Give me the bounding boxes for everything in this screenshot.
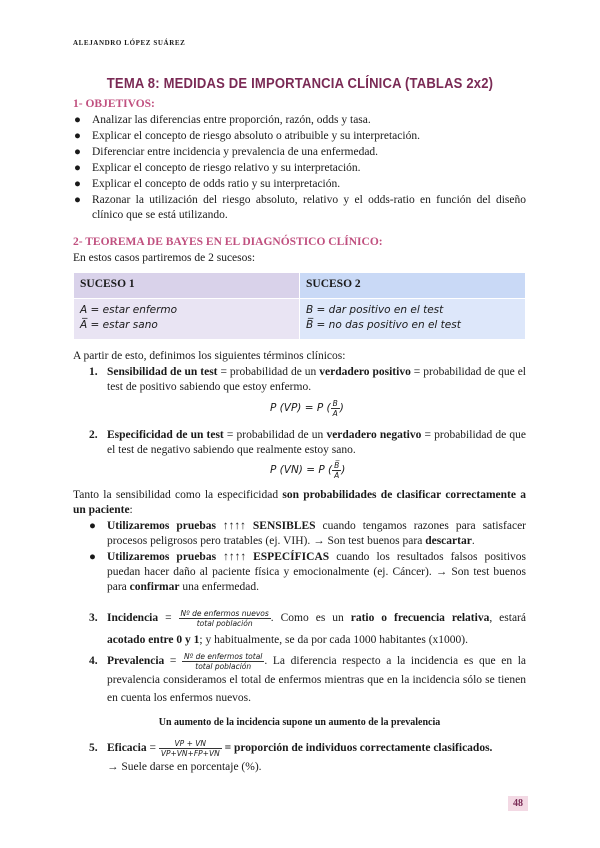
page-number: 48 <box>508 796 528 811</box>
formula-right: ) <box>339 402 344 415</box>
term: Prevalencia <box>107 655 165 668</box>
item-number: 4. <box>89 655 98 667</box>
table-cell-event1 <box>74 299 300 340</box>
text: . La diferencia respecto a la incidencia es que en la prevalencia consideramos el total de enfermos mientras que en la incidencia sólo se tienen en cuenta los enfermos nuevos. <box>107 655 526 704</box>
formula-left: P (VP) = P ( <box>270 402 331 415</box>
table-cell-event2 <box>300 299 526 340</box>
prevalence-definition <box>89 652 526 707</box>
text: = <box>146 742 159 754</box>
specific-tests-bullet: ● Utilizaremos pruebas ↑↑↑↑ ESPECÍFICAS cuando los resultados falsos positivos puedan hacer daño al paciente física y emocionalmente (ej. Cáncer). → Son test buenos para confirmar una enfermedad. <box>89 551 526 593</box>
formula-right: ) <box>341 464 346 477</box>
text: cuando tengamos razones para satisfacer procesos peligrosos pero tratables (ej. VIH). → Son test buenos para <box>107 520 527 547</box>
item-number: 2. <box>89 429 98 441</box>
incidence-definition <box>89 607 526 651</box>
author-header: ALEJANDRO LÓPEZ SUÁREZ <box>73 39 186 47</box>
term: Sensibilidad de un test <box>107 366 218 378</box>
text: cuando los resultados falsos positivos puedan hacer daño al paciente física y emocionalmente (ej. Cáncer). → Son test buenos para <box>107 551 526 593</box>
term: verdadero positivo <box>319 366 411 378</box>
sensitivity-formula <box>270 399 344 418</box>
list-item-text: Explicar el concepto de riesgo absoluto o atribuible y su interpretación. <box>92 130 420 142</box>
event-not-b-def: B̅ = no das positivo en el test <box>306 319 461 331</box>
text: : <box>129 504 133 516</box>
formula-numerator: VP + VN <box>159 739 222 749</box>
specificity-definition <box>89 428 526 458</box>
emphasis: = proporción de individuos correctamente clasificados. <box>221 742 493 754</box>
item-number: 5. <box>89 742 98 754</box>
term: verdadero negativo <box>326 429 422 441</box>
text: ; y habitualmente, se da por cada 1000 habitantes (x1000). <box>199 634 468 646</box>
formula-left: P (VN) = P ( <box>270 464 333 477</box>
formula-denominator: VP+VN+FP+VN <box>160 748 220 758</box>
formula-denominator: total población <box>196 618 253 628</box>
sensitive-tests-bullet: ● Utilizaremos pruebas ↑↑↑↑ SENSIBLES cuando tengamos razones para satisfacer procesos peligrosos pero tratables (ej. VIH). → Son test buenos para descartar. <box>89 520 527 547</box>
list-item: ● Explicar el concepto de riesgo absoluto o atribuible y su interpretación. <box>74 130 420 142</box>
prevalence-note: Un aumento de la incidencia supone un aumento de la prevalencia <box>158 717 441 728</box>
sensitivity-definition <box>89 365 526 395</box>
list-item: ● Diferenciar entre incidencia y prevalencia de una enfermedad. <box>74 146 379 158</box>
formula-denominator: A̅ <box>334 471 340 480</box>
intro-text: En estos casos partiremos de 2 sucesos: <box>73 252 256 264</box>
list-item: ● Explicar el concepto de riesgo relativo y su interpretación. <box>74 162 361 174</box>
definitions-intro: A partir de esto, definimos los siguientes términos clínicos: <box>73 350 346 362</box>
text: = <box>164 655 183 668</box>
table-header-event1: SUCESO 1 <box>74 273 300 299</box>
efficacy-note: → Suele darse en porcentaje (%). <box>107 761 262 773</box>
formula-numerator: Nº de enfermos nuevos <box>180 608 269 618</box>
text: . Como es un <box>270 612 351 624</box>
term: Incidencia <box>107 612 159 624</box>
efficacy-definition <box>89 738 526 758</box>
events-table <box>73 272 526 340</box>
formula-numerator: B <box>332 399 338 408</box>
list-item-text: Explicar el concepto de riesgo relativo y su interpretación. <box>92 162 361 174</box>
term: Especificidad de un test <box>107 429 224 441</box>
emphasis: descartar <box>425 535 472 547</box>
formula-denominator: A <box>332 409 338 418</box>
list-item: ● Analizar las diferencias entre proporción, razón, odds y tasa. <box>74 114 371 126</box>
text: = probabilidad de un <box>217 366 320 378</box>
list-item-text: Diferenciar entre incidencia y prevalencia de una enfermedad. <box>92 146 379 158</box>
text: . <box>471 535 475 547</box>
text: = probabilidad de que el test de negativo sabiendo que realmente estoy sano. <box>107 429 526 456</box>
emphasis: Utilizaremos pruebas ↑↑↑↑ SENSIBLES <box>107 520 316 532</box>
section-heading-objectives: 1- OBJETIVOS: <box>73 98 155 110</box>
text: = probabilidad de un <box>223 429 327 441</box>
text: = <box>158 612 179 624</box>
emphasis: ratio o frecuencia relativa <box>350 612 490 624</box>
event-not-a-def: A̅ = estar sano <box>80 319 158 331</box>
formula-numerator: B̅ <box>334 461 340 470</box>
term: Eficacia <box>107 742 147 754</box>
emphasis: son probabilidades de clasificar correctamente a un paciente <box>73 489 526 516</box>
text: Tanto la sensibilidad como la especificidad <box>73 489 283 501</box>
list-item-text: Analizar las diferencias entre proporción, razón, odds y tasa. <box>92 114 371 126</box>
emphasis: acotado entre 0 y 1 <box>107 634 200 646</box>
specificity-formula <box>270 461 345 480</box>
text: , estará <box>489 612 526 624</box>
item-number: 1. <box>89 366 98 378</box>
section-heading-bayes: 2- TEOREMA DE BAYES EN EL DIAGNÓSTICO CLÍNICO: <box>73 236 383 248</box>
event-a-def: A = estar enfermo <box>80 304 178 316</box>
text: = probabilidad de que el test de positivo sabiendo que estoy enfermo. <box>107 366 526 393</box>
table-header-event2: SUCESO 2 <box>300 273 526 299</box>
event-b-def: B = dar positivo en el test <box>306 304 444 316</box>
emphasis: Utilizaremos pruebas ↑↑↑↑ ESPECÍFICAS <box>107 551 330 563</box>
emphasis: confirmar <box>129 581 180 593</box>
list-item: ● Razonar la utilización del riesgo absoluto, relativo y el odds-ratio en función del diseño clínico que se está utilizando. <box>74 194 526 221</box>
list-item: ● Explicar el concepto de odds ratio y su interpretación. <box>74 178 341 190</box>
list-item-text: Explicar el concepto de odds ratio y su interpretación. <box>92 178 341 190</box>
item-number: 3. <box>89 612 98 624</box>
classification-paragraph <box>73 488 526 518</box>
list-item-text: Razonar la utilización del riesgo absoluto, relativo y el odds-ratio en función del diseño clínico que se está utilizando. <box>92 194 526 221</box>
text: una enfermedad. <box>179 581 260 593</box>
formula-numerator: Nº de enfermos total <box>184 652 263 661</box>
formula-denominator: total población <box>195 662 252 671</box>
page-title: TEMA 8: MEDIDAS DE IMPORTANCIA CLÍNICA (TABLAS 2x2) <box>106 76 494 92</box>
